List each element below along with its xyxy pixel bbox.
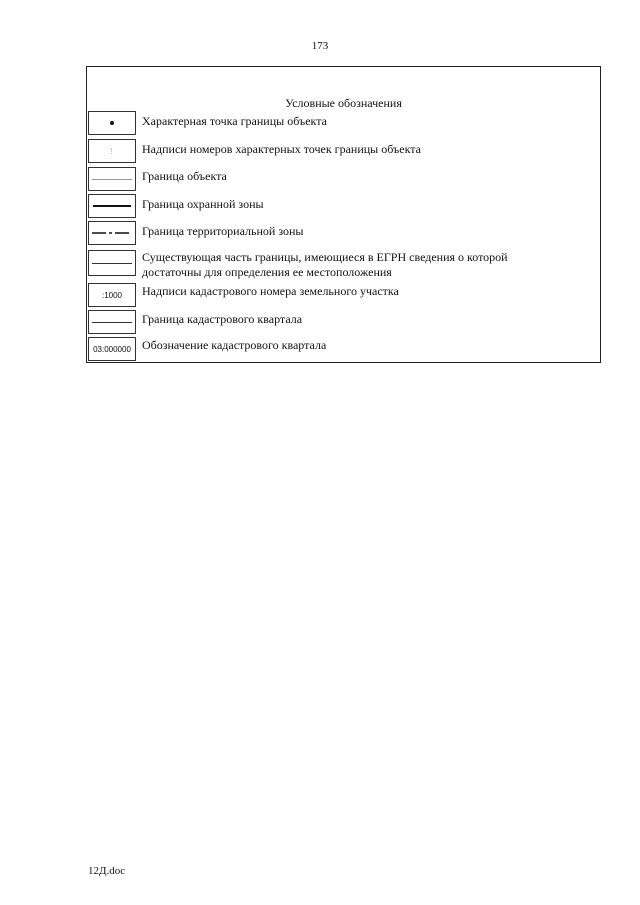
file-name: 12Д.doc [88, 865, 126, 877]
legend-symbol-point [88, 111, 136, 135]
medium-line-icon [92, 263, 132, 264]
cadastral-quarter-sample: 03:000000 [93, 344, 131, 354]
legend-label: Существующая часть границы, имеющиеся в ЕГРН сведения о которой [142, 250, 508, 264]
medium-line-icon [92, 322, 132, 323]
legend-label: Надписи номеров характерных точек границы объекта [142, 142, 421, 156]
legend-symbol-object-boundary [88, 167, 136, 191]
faint-mark-icon [111, 148, 113, 154]
legend-label: Граница охранной зоны [142, 197, 264, 211]
legend-label: Надписи кадастрового номера земельного участка [142, 284, 399, 298]
legend-symbol-cadastral-quarter-designation [88, 337, 136, 361]
legend-symbol-existing-boundary [88, 250, 136, 276]
legend-box [86, 66, 601, 363]
legend-title: Условные обозначения [285, 96, 402, 110]
legend-symbol-point-numbers [88, 139, 136, 163]
legend-label: Граница объекта [142, 169, 227, 183]
dash-dot-line-icon [92, 232, 132, 234]
legend-label-line2: достаточны для определения ее местоположения [142, 265, 392, 279]
legend-label-block [142, 250, 508, 280]
legend-symbol-parcel-number [88, 283, 136, 307]
page-number: 173 [311, 40, 329, 52]
thick-line-icon [93, 205, 131, 207]
legend-label: Обозначение кадастрового квартала [142, 338, 327, 352]
dot-icon [110, 121, 114, 125]
legend-label: Граница кадастрового квартала [142, 312, 303, 326]
legend-label: Граница территориальной зоны [142, 224, 304, 238]
legend-symbol-territorial-zone [88, 221, 136, 245]
legend-symbol-protection-zone [88, 194, 136, 218]
legend-label: Характерная точка границы объекта [142, 114, 327, 128]
legend-symbol-cadastral-quarter-boundary [88, 310, 136, 334]
thin-line-icon [92, 179, 132, 180]
parcel-number-sample: :1000 [101, 290, 123, 300]
